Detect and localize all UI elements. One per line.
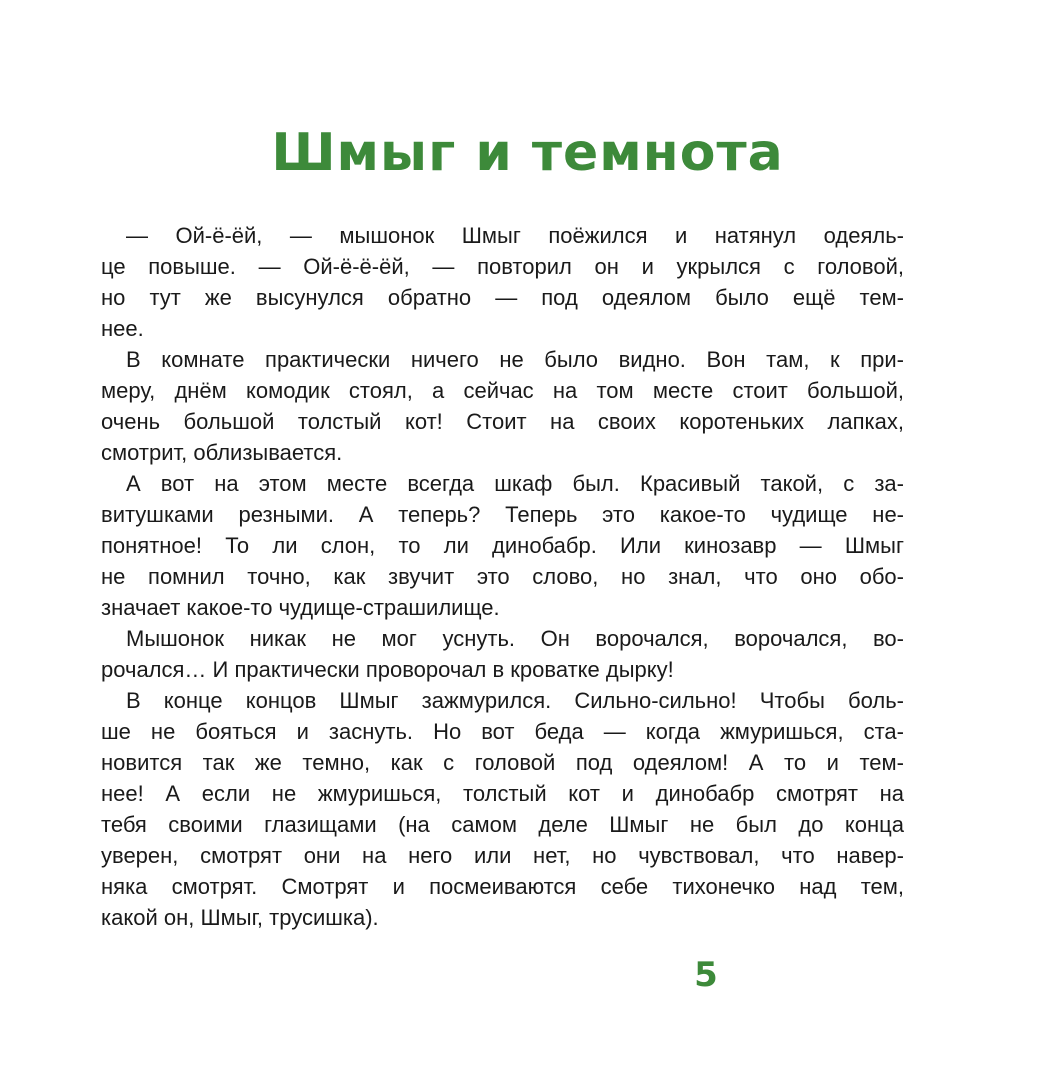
text-line: смотрит, облизывается. xyxy=(101,440,343,465)
text-line: витушками резными. А теперь? Теперь это какое-то чудище не- xyxy=(101,502,904,527)
text-line: рочался… И практически проворочал в кроватке дырку! xyxy=(101,657,674,682)
text-line: В комнате практически ничего не было видно. Вон там, к при- xyxy=(126,347,904,372)
text-line: понятное! То ли слон, то ли динобабр. Или кинозавр — Шмыг xyxy=(101,533,904,558)
text-line: тебя своими глазищами (на самом деле Шмыг не был до конца xyxy=(101,812,904,837)
chapter-body xyxy=(101,220,904,933)
text-line: не помнил точно, как звучит это слово, но знал, что оно обо- xyxy=(101,564,904,589)
text-line: нее! А если не жмуришься, толстый кот и динобабр смотрят на xyxy=(101,781,904,806)
text-line: ше не бояться и заснуть. Но вот беда — когда жмуришься, ста- xyxy=(101,719,904,744)
text-line: А вот на этом месте всегда шкаф был. Красивый такой, с за- xyxy=(126,471,904,496)
text-line: какой он, Шмыг, трусишка). xyxy=(101,905,379,930)
text-line: уверен, смотрят они на него или нет, но чувствовал, что навер- xyxy=(101,843,904,868)
text-line: — Ой-ё-ёй, — мышонок Шмыг поёжился и натянул одеяль- xyxy=(126,223,904,248)
text-line: значает какое-то чудище-страшилище. xyxy=(101,595,500,620)
text-line: нее. xyxy=(101,316,144,341)
text-line: Мышонок никак не мог уснуть. Он ворочался, ворочался, во- xyxy=(126,626,904,651)
page-number: 5 xyxy=(694,955,718,995)
text-line: В конце концов Шмыг зажмурился. Сильно-сильно! Чтобы боль- xyxy=(126,688,904,713)
chapter-title: Шмыг и темнота xyxy=(271,123,784,183)
text-line: няка смотрят. Смотрят и посмеиваются себе тихонечко над тем, xyxy=(101,874,904,899)
text-line: новится так же темно, как с головой под одеялом! А то и тем- xyxy=(101,750,904,775)
text-line: це повыше. — Ой-ё-ё-ёй, — повторил он и укрылся с головой, xyxy=(101,254,904,279)
text-line: меру, днём комодик стоял, а сейчас на том месте стоит большой, xyxy=(101,378,904,403)
text-line: очень большой толстый кот! Стоит на своих коротеньких лапках, xyxy=(101,409,904,434)
text-line: но тут же высунулся обратно — под одеялом было ещё тем- xyxy=(101,285,904,310)
